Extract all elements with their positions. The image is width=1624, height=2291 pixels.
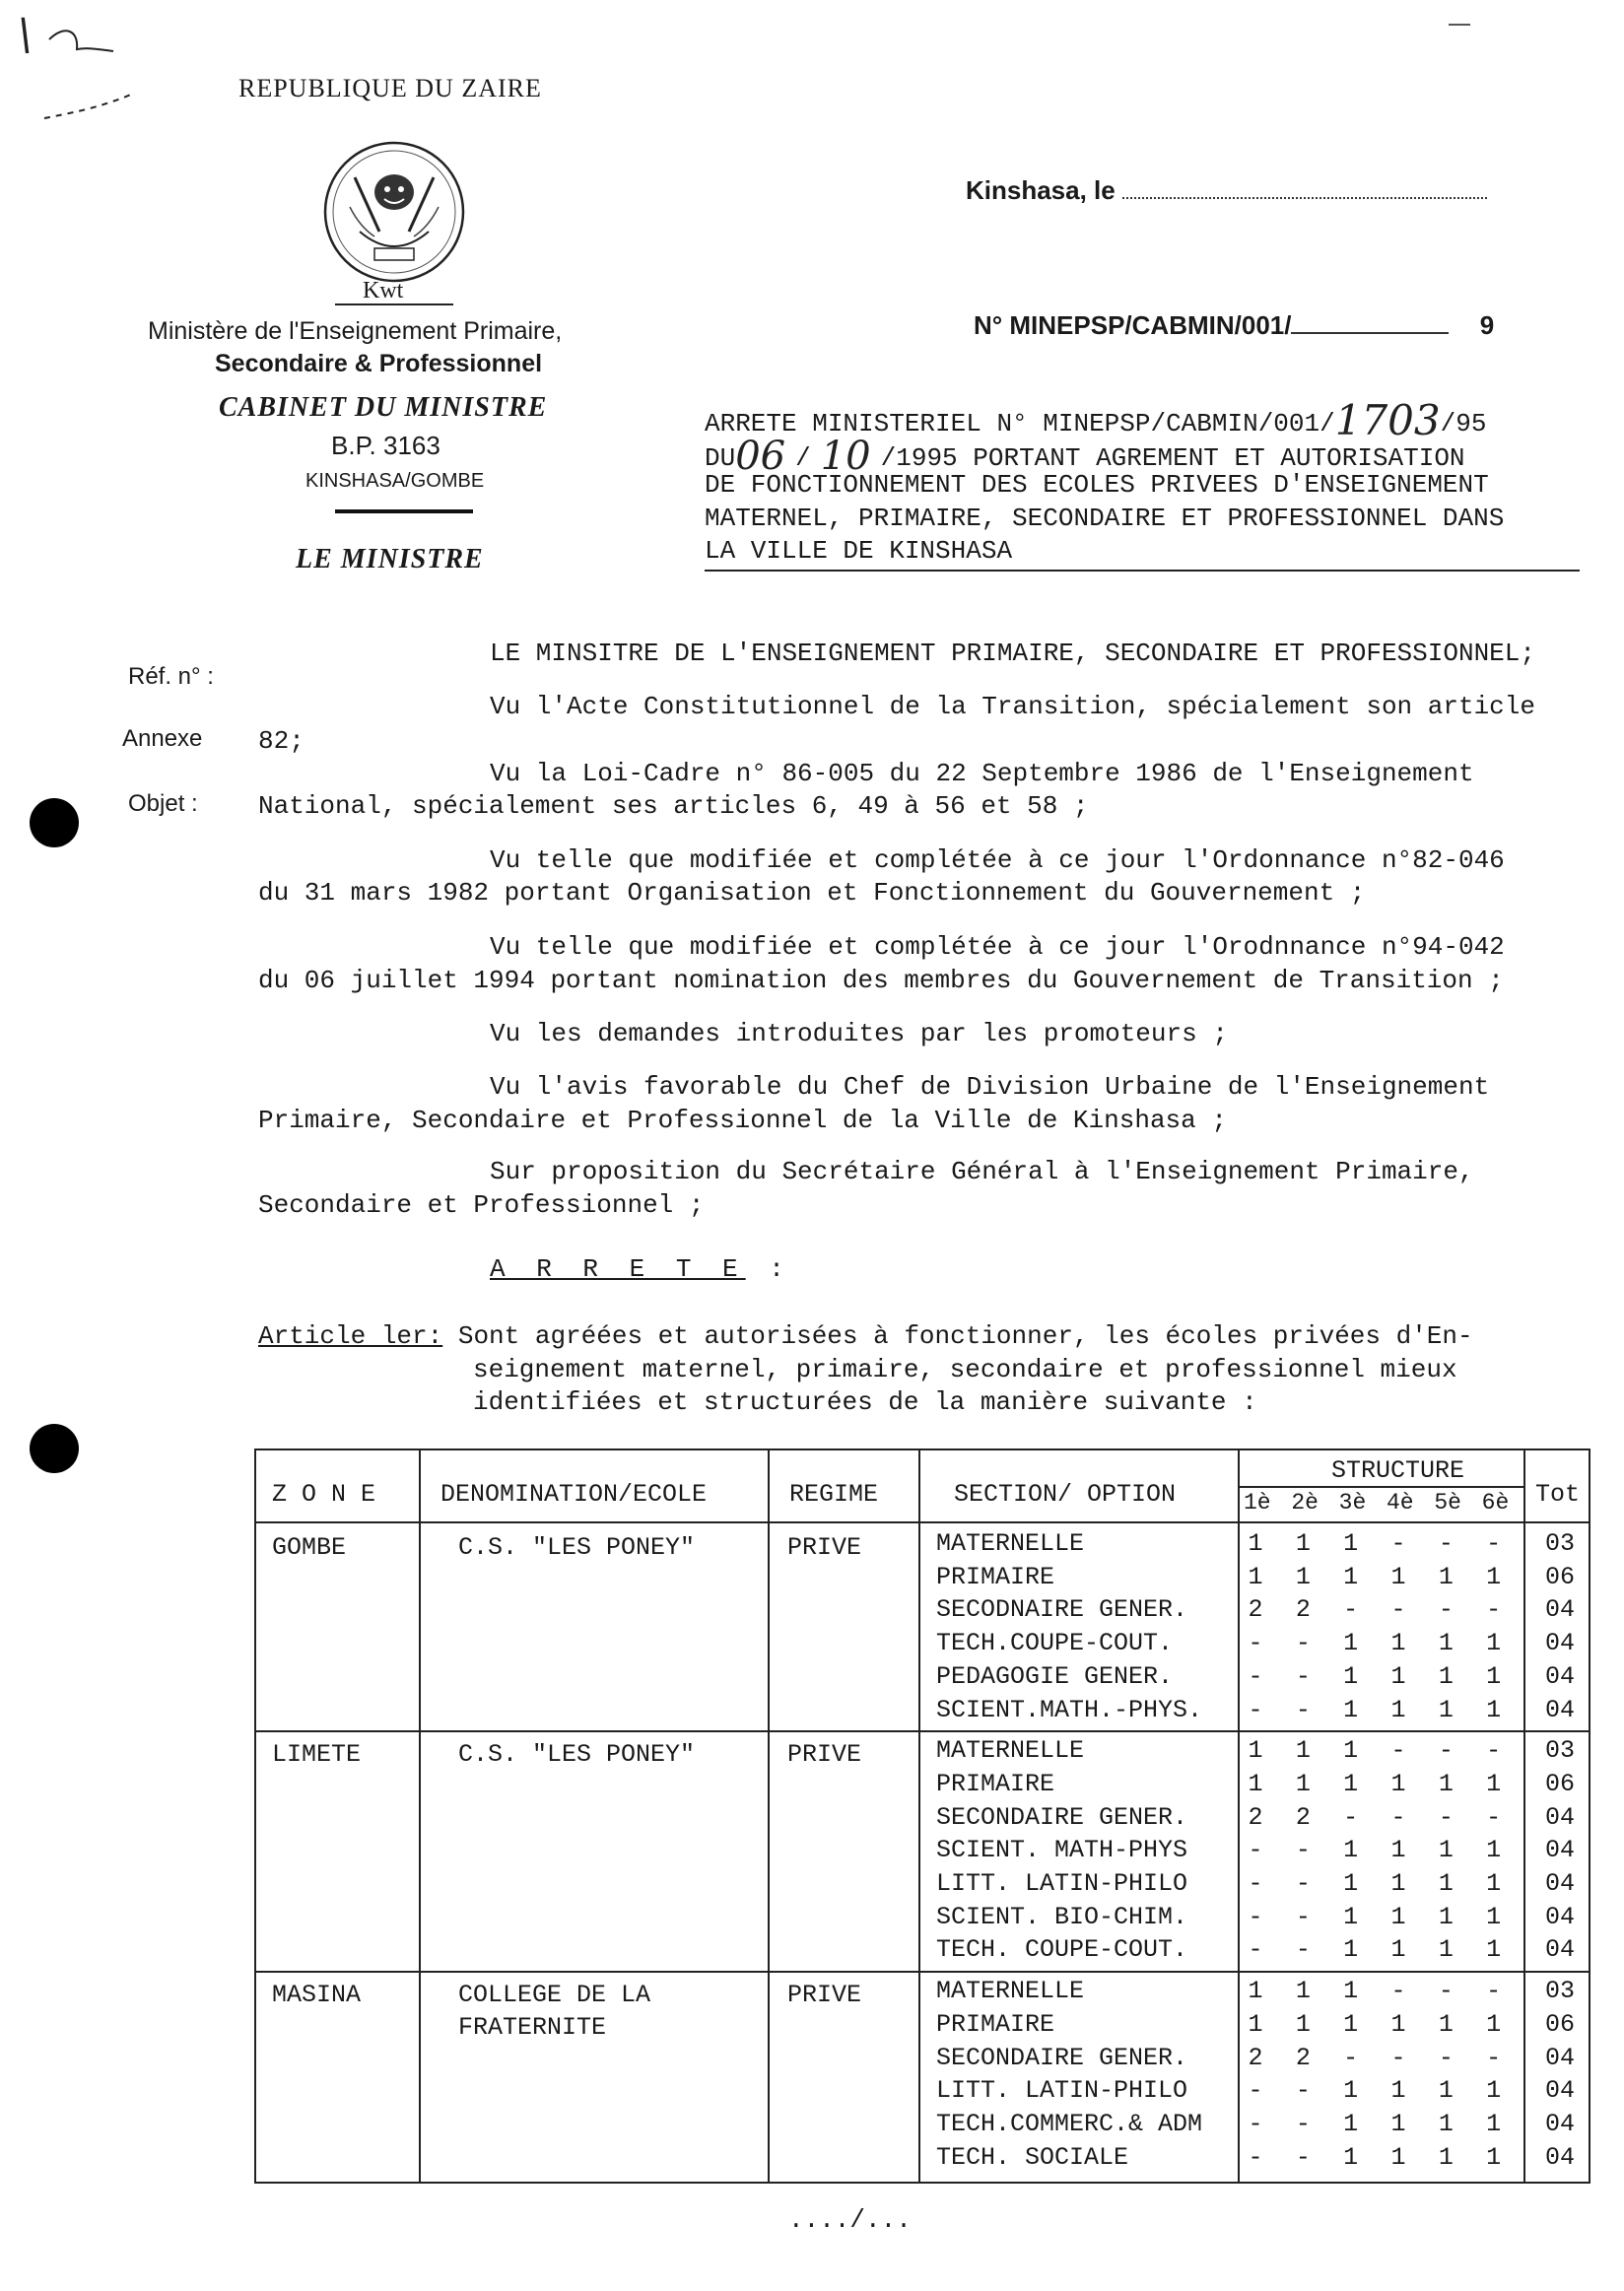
school-name-cell: COLLEGE DE LA <box>458 1981 651 2010</box>
year-count-cell: 1 <box>1248 2009 1263 2039</box>
header-denomination: DENOMINATION/ECOLE <box>440 1480 708 1509</box>
year-count-cell: 1 <box>1343 1736 1359 1766</box>
body-p6-line1: Vu l'avis favorable du Chef de Division Urbaine de l'Enseignement <box>490 1072 1490 1102</box>
year-count-cell: 1 <box>1343 1902 1359 1931</box>
year-count-cell: - <box>1438 1977 1454 2006</box>
total-cell: 04 <box>1545 1869 1576 1898</box>
reference-number-prefix: N° MINEPSP/CABMIN/001/ <box>974 310 1292 340</box>
year-count-cell: 1 <box>1248 1736 1263 1766</box>
total-cell: 04 <box>1545 1836 1576 1865</box>
title-line4: MATERNEL, PRIMAIRE, SECONDAIRE ET PROFESSIONNEL DANS <box>705 504 1505 533</box>
year-count-cell: - <box>1343 1802 1359 1832</box>
minister-title: LE MINISTRE <box>296 544 484 574</box>
body-p7-line2: Secondaire et Professionnel ; <box>258 1190 705 1220</box>
year-count-cell: 1 <box>1343 1869 1359 1898</box>
body-p3-line1: Vu telle que modifiée et complétée à ce jour l'Ordonnance n°82-046 <box>490 845 1505 875</box>
body-p7-line1: Sur proposition du Secrétaire Général à l'Enseignement Primaire, <box>490 1157 1474 1186</box>
year-count-cell: - <box>1390 1736 1406 1766</box>
regime-cell: PRIVE <box>787 1740 862 1770</box>
header-year-1: 1è <box>1244 1490 1271 1516</box>
year-count-cell: 1 <box>1343 1977 1359 2006</box>
reference-number-suffix: 9 <box>1479 310 1495 340</box>
zone-cell: LIMETE <box>272 1740 362 1770</box>
year-count-cell: 1 <box>1248 1977 1263 2006</box>
year-count-cell: 1 <box>1438 1661 1454 1691</box>
year-count-cell: - <box>1295 1902 1311 1931</box>
year-count-cell: - <box>1343 2043 1359 2072</box>
year-count-cell: - <box>1248 1869 1263 1898</box>
section-option-cell: SCIENT.MATH.-PHYS. <box>936 1695 1203 1724</box>
year-count-cell: 1 <box>1438 1902 1454 1931</box>
handwritten-decree-number: 1703 <box>1334 396 1441 444</box>
title-line2-sep: / <box>795 443 811 473</box>
year-count-cell: 1 <box>1486 1935 1502 1965</box>
year-count-cell: 1 <box>1486 1902 1502 1931</box>
header-structure: STRUCTURE <box>1331 1456 1465 1485</box>
year-count-cell: - <box>1248 1695 1263 1724</box>
article-1-line1 <box>258 1321 1473 1351</box>
year-count-cell: - <box>1295 2109 1311 2138</box>
page-continuation: ..../... <box>788 2205 912 2235</box>
year-count-cell: 1 <box>1343 1661 1359 1691</box>
margin-label-ref: Réf. n° : <box>128 663 214 690</box>
year-count-cell: 1 <box>1486 1836 1502 1865</box>
article-1-line3: identifiées et structurées de la manière suivante : <box>473 1387 1257 1417</box>
handwritten-month: 10 <box>820 434 871 479</box>
year-count-cell: 1 <box>1390 1695 1406 1724</box>
year-count-cell: 1 <box>1438 2142 1454 2172</box>
body-p6-line2: Primaire, Secondaire et Professionnel de la Ville de Kinshasa ; <box>258 1106 1227 1135</box>
kinshasa-date-line <box>966 175 1487 206</box>
year-count-cell: - <box>1390 1802 1406 1832</box>
year-count-cell: - <box>1486 1595 1502 1625</box>
year-count-cell: - <box>1486 1977 1502 2006</box>
year-count-cell: 2 <box>1248 1802 1263 1832</box>
reference-number-blank <box>1291 320 1449 334</box>
section-option-cell: PRIMAIRE <box>936 1769 1055 1798</box>
year-count-cell: 1 <box>1295 1562 1311 1591</box>
section-option-cell: MATERNELLE <box>936 1977 1085 2006</box>
table-column-divider <box>1238 1450 1240 2182</box>
total-cell: 06 <box>1545 2009 1576 2039</box>
body-p4-line2: du 06 juillet 1994 portant nomination des membres du Gouvernement de Transition ; <box>258 966 1504 995</box>
zone-cell: GOMBE <box>272 1533 347 1562</box>
section-option-cell: TECH. COUPE-COUT. <box>936 1935 1188 1965</box>
section-option-cell: MATERNELLE <box>936 1529 1085 1558</box>
table-column-divider <box>419 1450 421 2182</box>
body-p3-line2: du 31 mars 1982 portant Organisation et Fonctionnement du Gouvernement ; <box>258 878 1366 908</box>
year-count-cell: 1 <box>1486 1661 1502 1691</box>
article-1-text1: Sont agréées et autorisées à fonctionner, les écoles privées d'En- <box>457 1321 1473 1351</box>
year-count-cell: 1 <box>1438 1869 1454 1898</box>
body-p4-line1: Vu telle que modifiée et complétée à ce jour l'Orodnnance n°94-042 <box>490 932 1505 962</box>
punch-hole-top <box>30 798 79 847</box>
seal-caption: Kwt <box>363 278 404 303</box>
total-cell: 04 <box>1545 1935 1576 1965</box>
year-count-cell: 1 <box>1390 1562 1406 1591</box>
margin-label-objet: Objet : <box>128 790 198 817</box>
table-column-divider <box>768 1450 770 2182</box>
table-column-divider <box>918 1450 920 2182</box>
year-count-cell: 1 <box>1248 1562 1263 1591</box>
year-count-cell: 1 <box>1390 2009 1406 2039</box>
year-count-cell: 1 <box>1390 1836 1406 1865</box>
year-count-cell: 1 <box>1390 2142 1406 2172</box>
regime-cell: PRIVE <box>787 1533 862 1562</box>
body-p5: Vu les demandes introduites par les promoteurs ; <box>490 1019 1228 1048</box>
year-count-cell: 1 <box>1438 2076 1454 2106</box>
section-option-cell: PEDAGOGIE GENER. <box>936 1661 1174 1691</box>
table-group-divider <box>256 1730 1589 1732</box>
total-cell: 04 <box>1545 1902 1576 1931</box>
year-count-cell: 2 <box>1295 1595 1311 1625</box>
year-count-cell: - <box>1486 1529 1502 1558</box>
year-count-cell: - <box>1295 1935 1311 1965</box>
year-count-cell: - <box>1343 1595 1359 1625</box>
year-count-cell: 1 <box>1390 1661 1406 1691</box>
section-option-cell: PRIMAIRE <box>936 2009 1055 2039</box>
total-cell: 06 <box>1545 1769 1576 1798</box>
year-count-cell: - <box>1295 2142 1311 2172</box>
arrete-colon: : <box>769 1254 792 1284</box>
year-count-cell: 1 <box>1486 1562 1502 1591</box>
postal-box: B.P. 3163 <box>331 431 440 460</box>
year-count-cell: - <box>1248 1935 1263 1965</box>
year-count-cell: 2 <box>1248 1595 1263 1625</box>
year-count-cell: - <box>1295 1629 1311 1658</box>
section-option-cell: PRIMAIRE <box>936 1562 1055 1591</box>
year-count-cell: 1 <box>1390 1629 1406 1658</box>
section-option-cell: SECODNAIRE GENER. <box>936 1595 1188 1625</box>
handwritten-day: 06 <box>735 434 786 479</box>
section-option-cell: SECONDAIRE GENER. <box>936 2043 1188 2072</box>
title-line1-prefix: ARRETE MINISTERIEL N° MINEPSP/CABMIN/001/ <box>705 409 1335 438</box>
header-year-5: 5è <box>1434 1490 1461 1516</box>
year-count-cell: 1 <box>1390 1935 1406 1965</box>
table-group-divider <box>256 1971 1589 1973</box>
coat-of-arms-seal <box>320 138 468 286</box>
year-count-cell: - <box>1248 2076 1263 2106</box>
title-line1-suffix: /95 <box>1440 409 1487 438</box>
total-cell: 06 <box>1545 1562 1576 1591</box>
header-regime: REGIME <box>789 1480 879 1509</box>
year-count-cell: 1 <box>1343 2142 1359 2172</box>
year-count-cell: 1 <box>1343 2109 1359 2138</box>
year-count-cell: - <box>1248 2109 1263 2138</box>
year-count-cell: 1 <box>1343 1529 1359 1558</box>
article-1-label: Article ler: <box>258 1321 443 1351</box>
year-count-cell: 1 <box>1390 2076 1406 2106</box>
table-header-divider <box>256 1521 1589 1523</box>
year-count-cell: - <box>1390 1595 1406 1625</box>
section-option-cell: MATERNELLE <box>936 1736 1085 1766</box>
kinshasa-le-label: Kinshasa, le <box>966 175 1116 205</box>
header-year-4: 4è <box>1387 1490 1414 1516</box>
year-count-cell: 1 <box>1486 1869 1502 1898</box>
year-count-cell: 1 <box>1486 2109 1502 2138</box>
total-cell: 04 <box>1545 1695 1576 1724</box>
year-count-cell: - <box>1295 1661 1311 1691</box>
total-cell: 04 <box>1545 1661 1576 1691</box>
body-p2-line2: National, spécialement ses articles 6, 49 à 56 et 58 ; <box>258 791 1089 821</box>
header-zone: Z O N E <box>272 1480 376 1509</box>
year-count-cell: - <box>1248 1902 1263 1931</box>
table-column-divider <box>1523 1450 1525 2182</box>
year-count-cell: - <box>1438 1736 1454 1766</box>
year-count-cell: 1 <box>1390 2109 1406 2138</box>
school-name-cell: FRATERNITE <box>458 2013 607 2043</box>
year-count-cell: - <box>1438 1529 1454 1558</box>
corner-dash <box>1449 24 1470 26</box>
title-line5: LA VILLE DE KINSHASA <box>705 536 1013 566</box>
year-count-cell: - <box>1438 1802 1454 1832</box>
year-count-cell: 2 <box>1248 2043 1263 2072</box>
year-count-cell: - <box>1295 1836 1311 1865</box>
arrete-heading <box>490 1254 792 1284</box>
header-total: Tot <box>1535 1480 1581 1509</box>
body-heading: LE MINSITRE DE L'ENSEIGNEMENT PRIMAIRE, SECONDAIRE ET PROFESSIONNEL; <box>490 639 1535 668</box>
reference-number-line <box>974 310 1494 341</box>
header-year-2: 2è <box>1291 1490 1319 1516</box>
year-count-cell: - <box>1295 2076 1311 2106</box>
year-count-cell: 1 <box>1486 1695 1502 1724</box>
ministry-name-line2: Secondaire & Professionnel <box>215 350 543 377</box>
year-count-cell: 1 <box>1438 1695 1454 1724</box>
section-option-cell: SCIENT. BIO-CHIM. <box>936 1902 1188 1931</box>
year-count-cell: - <box>1248 2142 1263 2172</box>
header-section-option: SECTION/ OPTION <box>954 1480 1177 1509</box>
schools-structure-table <box>254 1449 1590 2184</box>
year-count-cell: 1 <box>1248 1769 1263 1798</box>
cabinet-title: CABINET DU MINISTRE <box>219 392 548 423</box>
year-count-cell: - <box>1486 2043 1502 2072</box>
total-cell: 04 <box>1545 2043 1576 2072</box>
year-count-cell: 2 <box>1295 2043 1311 2072</box>
arrete-word: A R R E T E <box>490 1254 746 1284</box>
year-count-cell: 1 <box>1438 1836 1454 1865</box>
year-count-cell: 1 <box>1343 1935 1359 1965</box>
year-count-cell: - <box>1486 1802 1502 1832</box>
total-cell: 04 <box>1545 1802 1576 1832</box>
year-count-cell: - <box>1295 1695 1311 1724</box>
article-1-line2: seignement maternel, primaire, secondaire et professionnel mieux <box>473 1355 1457 1384</box>
total-cell: 04 <box>1545 1595 1576 1625</box>
regime-cell: PRIVE <box>787 1981 862 2010</box>
section-option-cell: TECH. SOCIALE <box>936 2142 1129 2172</box>
year-count-cell: 1 <box>1295 1529 1311 1558</box>
section-option-cell: SECONDAIRE GENER. <box>936 1802 1188 1832</box>
total-cell: 03 <box>1545 1529 1576 1558</box>
year-count-cell: 1 <box>1343 1695 1359 1724</box>
year-count-cell: - <box>1248 1629 1263 1658</box>
republic-name: REPUBLIQUE DU ZAIRE <box>238 74 542 102</box>
title-line2-suffix: /1995 PORTANT AGREMENT ET AUTORISATION <box>880 443 1465 473</box>
total-cell: 04 <box>1545 1629 1576 1658</box>
year-count-cell: 1 <box>1486 1629 1502 1658</box>
year-count-cell: 1 <box>1343 1629 1359 1658</box>
date-dotted-blank <box>1122 185 1487 199</box>
city-address: KINSHASA/GOMBE <box>305 470 485 492</box>
section-option-cell: TECH.COUPE-COUT. <box>936 1629 1174 1658</box>
total-cell: 03 <box>1545 1977 1576 2006</box>
year-count-cell: 1 <box>1486 2076 1502 2106</box>
year-count-cell: - <box>1248 1836 1263 1865</box>
year-count-cell: 1 <box>1438 2009 1454 2039</box>
year-count-cell: 1 <box>1295 1736 1311 1766</box>
year-count-cell: 1 <box>1486 2009 1502 2039</box>
school-name-cell: C.S. "LES PONEY" <box>458 1740 696 1770</box>
header-year-3: 3è <box>1338 1490 1367 1516</box>
school-name-cell: C.S. "LES PONEY" <box>458 1533 696 1562</box>
margin-label-annexe: Annexe <box>122 725 203 752</box>
title-line3: DE FONCTIONNEMENT DES ECOLES PRIVEES D'ENSEIGNEMENT <box>705 470 1489 500</box>
total-cell: 04 <box>1545 2109 1576 2138</box>
year-count-cell: - <box>1390 1529 1406 1558</box>
year-count-cell: 1 <box>1343 1769 1359 1798</box>
total-cell: 04 <box>1545 2142 1576 2172</box>
section-option-cell: SCIENT. MATH-PHYS <box>936 1836 1188 1865</box>
zone-cell: MASINA <box>272 1981 362 2010</box>
year-count-cell: - <box>1486 1736 1502 1766</box>
year-count-cell: 1 <box>1438 1935 1454 1965</box>
total-cell: 03 <box>1545 1736 1576 1766</box>
year-count-cell: 1 <box>1248 1529 1263 1558</box>
section-option-cell: TECH.COMMERC.& ADM <box>936 2109 1203 2138</box>
ministry-name-line1: Ministère de l'Enseignement Primaire, <box>148 317 563 345</box>
year-count-cell: 1 <box>1438 2109 1454 2138</box>
body-p1-line2: 82; <box>258 726 304 756</box>
year-count-cell: - <box>1248 1661 1263 1691</box>
punch-hole-bottom <box>30 1424 79 1473</box>
year-count-cell: - <box>1295 1869 1311 1898</box>
year-count-cell: 1 <box>1343 1836 1359 1865</box>
year-count-cell: 1 <box>1390 1869 1406 1898</box>
year-count-cell: 1 <box>1295 1977 1311 2006</box>
year-count-cell: 1 <box>1438 1629 1454 1658</box>
year-count-cell: 1 <box>1343 2076 1359 2106</box>
year-count-cell: 1 <box>1486 1769 1502 1798</box>
year-count-cell: 1 <box>1295 2009 1311 2039</box>
year-count-cell: - <box>1438 2043 1454 2072</box>
section-option-cell: LITT. LATIN-PHILO <box>936 1869 1188 1898</box>
year-count-cell: - <box>1390 2043 1406 2072</box>
year-count-cell: 1 <box>1438 1562 1454 1591</box>
seal-underline <box>335 303 453 305</box>
total-cell: 04 <box>1545 2076 1576 2106</box>
year-count-cell: - <box>1390 1977 1406 2006</box>
title-line2-prefix: DU <box>705 443 736 473</box>
year-count-cell: 1 <box>1343 2009 1359 2039</box>
header-rule <box>335 509 473 513</box>
structure-header-divider <box>1238 1486 1523 1488</box>
handwritten-corner-mark: \ <box>18 10 33 60</box>
year-count-cell: 2 <box>1295 1802 1311 1832</box>
year-count-cell: - <box>1438 1595 1454 1625</box>
year-count-cell: 1 <box>1295 1769 1311 1798</box>
header-year-6: 6è <box>1481 1490 1510 1516</box>
section-option-cell: LITT. LATIN-PHILO <box>936 2076 1188 2106</box>
year-count-cell: 1 <box>1486 2142 1502 2172</box>
body-p1-line1: Vu l'Acte Constitutionnel de la Transition, spécialement son article <box>490 692 1535 721</box>
year-count-cell: 1 <box>1438 1769 1454 1798</box>
title-underline <box>705 570 1580 572</box>
handwritten-scribble <box>30 20 148 128</box>
body-p2-line1: Vu la Loi-Cadre n° 86-005 du 22 Septembre 1986 de l'Enseignement <box>490 759 1474 788</box>
year-count-cell: 1 <box>1390 1769 1406 1798</box>
year-count-cell: 1 <box>1343 1562 1359 1591</box>
year-count-cell: 1 <box>1390 1902 1406 1931</box>
